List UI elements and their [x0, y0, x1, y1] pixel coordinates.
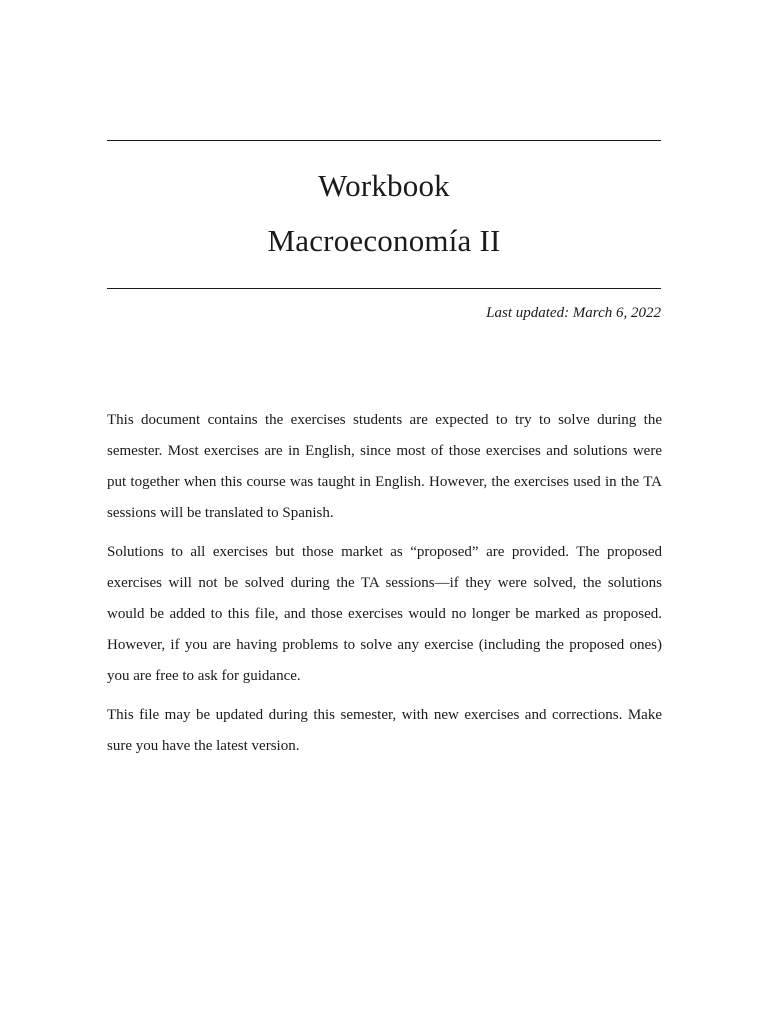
body-paragraph: This document contains the exercises students are expected to try to solve during the semester. Most exercises are in English, since most of those exercises and solutions were put together when this course was taught in English. However, the exercises used in the TA sessions will be translated to Spanish.: [107, 412, 662, 521]
document-body: [107, 405, 662, 770]
last-updated-date: Last updated: March 6, 2022: [486, 305, 661, 321]
bottom-rule: [107, 288, 661, 289]
body-paragraph: Solutions to all exercises but those market as “proposed” are provided. The proposed exercises will not be solved during the TA sessions—if they were solved, the solutions would be added to this file, and those exercises would no longer be marked as proposed. However, if you are having problems to solve any exercise (including the proposed ones) you are free to ask for guidance.: [107, 544, 662, 684]
top-rule: [107, 140, 661, 141]
document-title: Workbook: [318, 168, 450, 203]
document-subtitle: Macroeconomía II: [267, 223, 501, 258]
body-paragraph: This file may be updated during this semester, with new exercises and corrections. Make sure you have the latest version.: [107, 707, 662, 754]
